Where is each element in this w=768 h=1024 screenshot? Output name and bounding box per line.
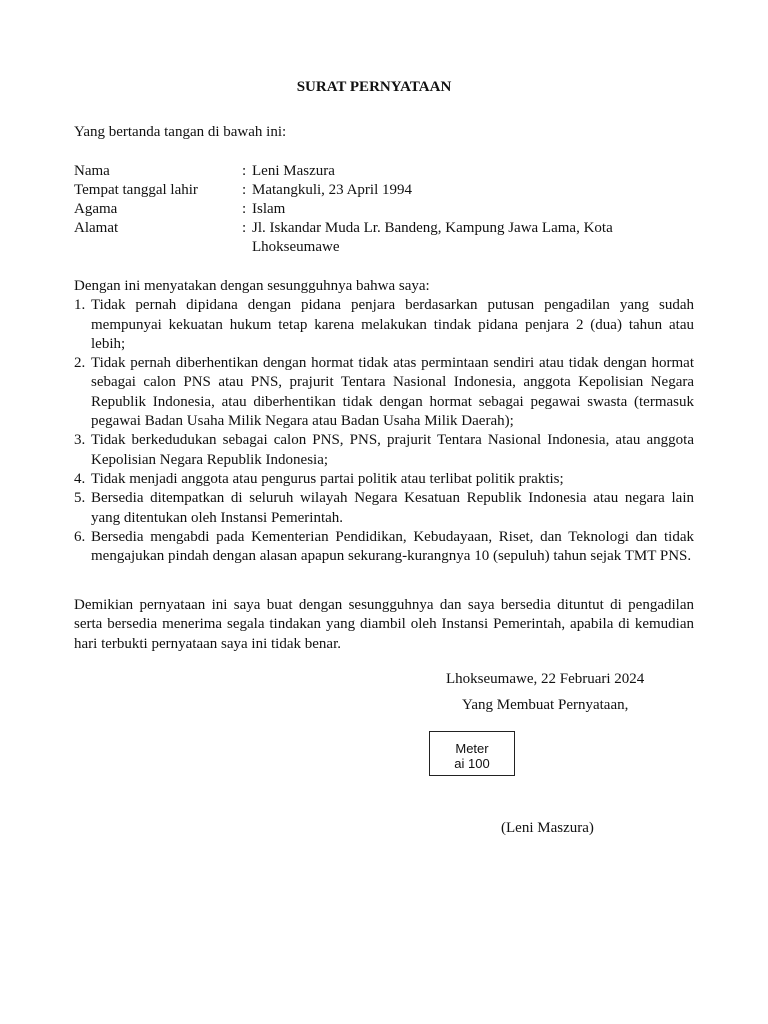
stamp-text: Meterai 100: [454, 741, 490, 771]
list-item: [74, 354, 694, 431]
identity-value: Matangkuli, 23 April 1994: [252, 182, 412, 198]
identity-label: Agama: [74, 201, 118, 217]
identity-block: [74, 162, 694, 257]
identity-row-address: [74, 219, 694, 257]
list-item: [74, 489, 694, 528]
identity-separator: :: [242, 182, 247, 198]
list-text: Tidak berkedudukan sebagai calon PNS, PNS, prajurit Tentara Nasional Indonesia, atau anggota Kepolisian Negara Republik Indonesia;: [91, 432, 694, 468]
statement-intro: Dengan ini menyatakan dengan sesungguhnya bahwa saya:: [74, 278, 430, 294]
identity-label: Tempat tanggal lahir: [74, 182, 198, 198]
list-number: 6.: [74, 528, 86, 545]
list-item: [74, 296, 694, 354]
stamp-box: [429, 731, 515, 776]
identity-value: Leni Maszura: [252, 163, 335, 179]
document-title: SURAT PERNYATAAN: [296, 79, 452, 95]
identity-row-religion: [74, 200, 694, 219]
identity-label: Alamat: [74, 220, 119, 236]
list-number: 1.: [74, 297, 86, 314]
list-text: Bersedia mengabdi pada Kementerian Pendidikan, Kebudayaan, Riset, dan Teknologi dan tidak mengajukan pindah dengan alasan apapun sekurang-kurangnya 10 (sepuluh) tahun sejak TMT PNS.: [91, 528, 694, 565]
list-number: 5.: [74, 490, 86, 507]
identity-label: Nama: [74, 163, 110, 179]
place-date: Lhokseumawe, 22 Februari 2024: [446, 671, 645, 687]
list-text: Tidak pernah diberhentikan dengan hormat tidak atas permintaan sendiri atau tidak dengan hormat sebagai calon PNS atau PNS, prajurit Tentara Nasional Indonesia, anggota Kepolisian Negara Republik Indonesia, atau diberhentikan tidak dengan hormat sebagai pegawai swasta (termasuk pegawai Badan Usaha Milik Negara atau Badan Usaha Milik Daerah);: [91, 355, 694, 430]
identity-separator: :: [242, 220, 247, 236]
identity-row-name: [74, 162, 694, 181]
identity-value: Islam: [252, 201, 286, 217]
intro-text: Yang bertanda tangan di bawah ini:: [74, 124, 287, 140]
list-item: [74, 470, 694, 489]
maker-label: Yang Membuat Pernyataan,: [462, 697, 629, 713]
list-number: 2.: [74, 355, 86, 372]
list-text: Tidak pernah dipidana dengan pidana penjara berdasarkan putusan pengadilan yang sudah mempunyai kekuatan hukum tetap karena melakukan tindak pidana penjara 2 (dua) tahun atau lebih;: [91, 297, 694, 352]
list-number: 4.: [74, 470, 86, 487]
identity-separator: :: [242, 163, 247, 179]
signer-name: (Leni Maszura): [501, 820, 594, 836]
list-item: [74, 528, 694, 567]
identity-value: Jl. Iskandar Muda Lr. Bandeng, Kampung Jawa Lama, Kota Lhokseumawe: [252, 220, 613, 255]
list-text: Tidak menjadi anggota atau pengurus partai politik atau terlibat politik praktis;: [91, 470, 564, 487]
identity-separator: :: [242, 201, 247, 217]
closing-paragraph: Demikian pernyataan ini saya buat dengan sesungguhnya dan saya bersedia dituntut di pengadilan serta bersedia menerima segala tindakan yang diambil oleh Instansi Pemerintah, apabila di kemudian hari terbukti pernyataan saya ini tidak benar.: [74, 597, 694, 652]
list-item: [74, 431, 694, 470]
statement-list: [74, 296, 694, 566]
list-text: Bersedia ditempatkan di seluruh wilayah Negara Kesatuan Republik Indonesia atau negara lain yang ditentukan oleh Instansi Pemerintah.: [91, 490, 694, 526]
list-number: 3.: [74, 432, 86, 449]
identity-row-birth: [74, 181, 694, 200]
statement-block: [74, 277, 694, 566]
